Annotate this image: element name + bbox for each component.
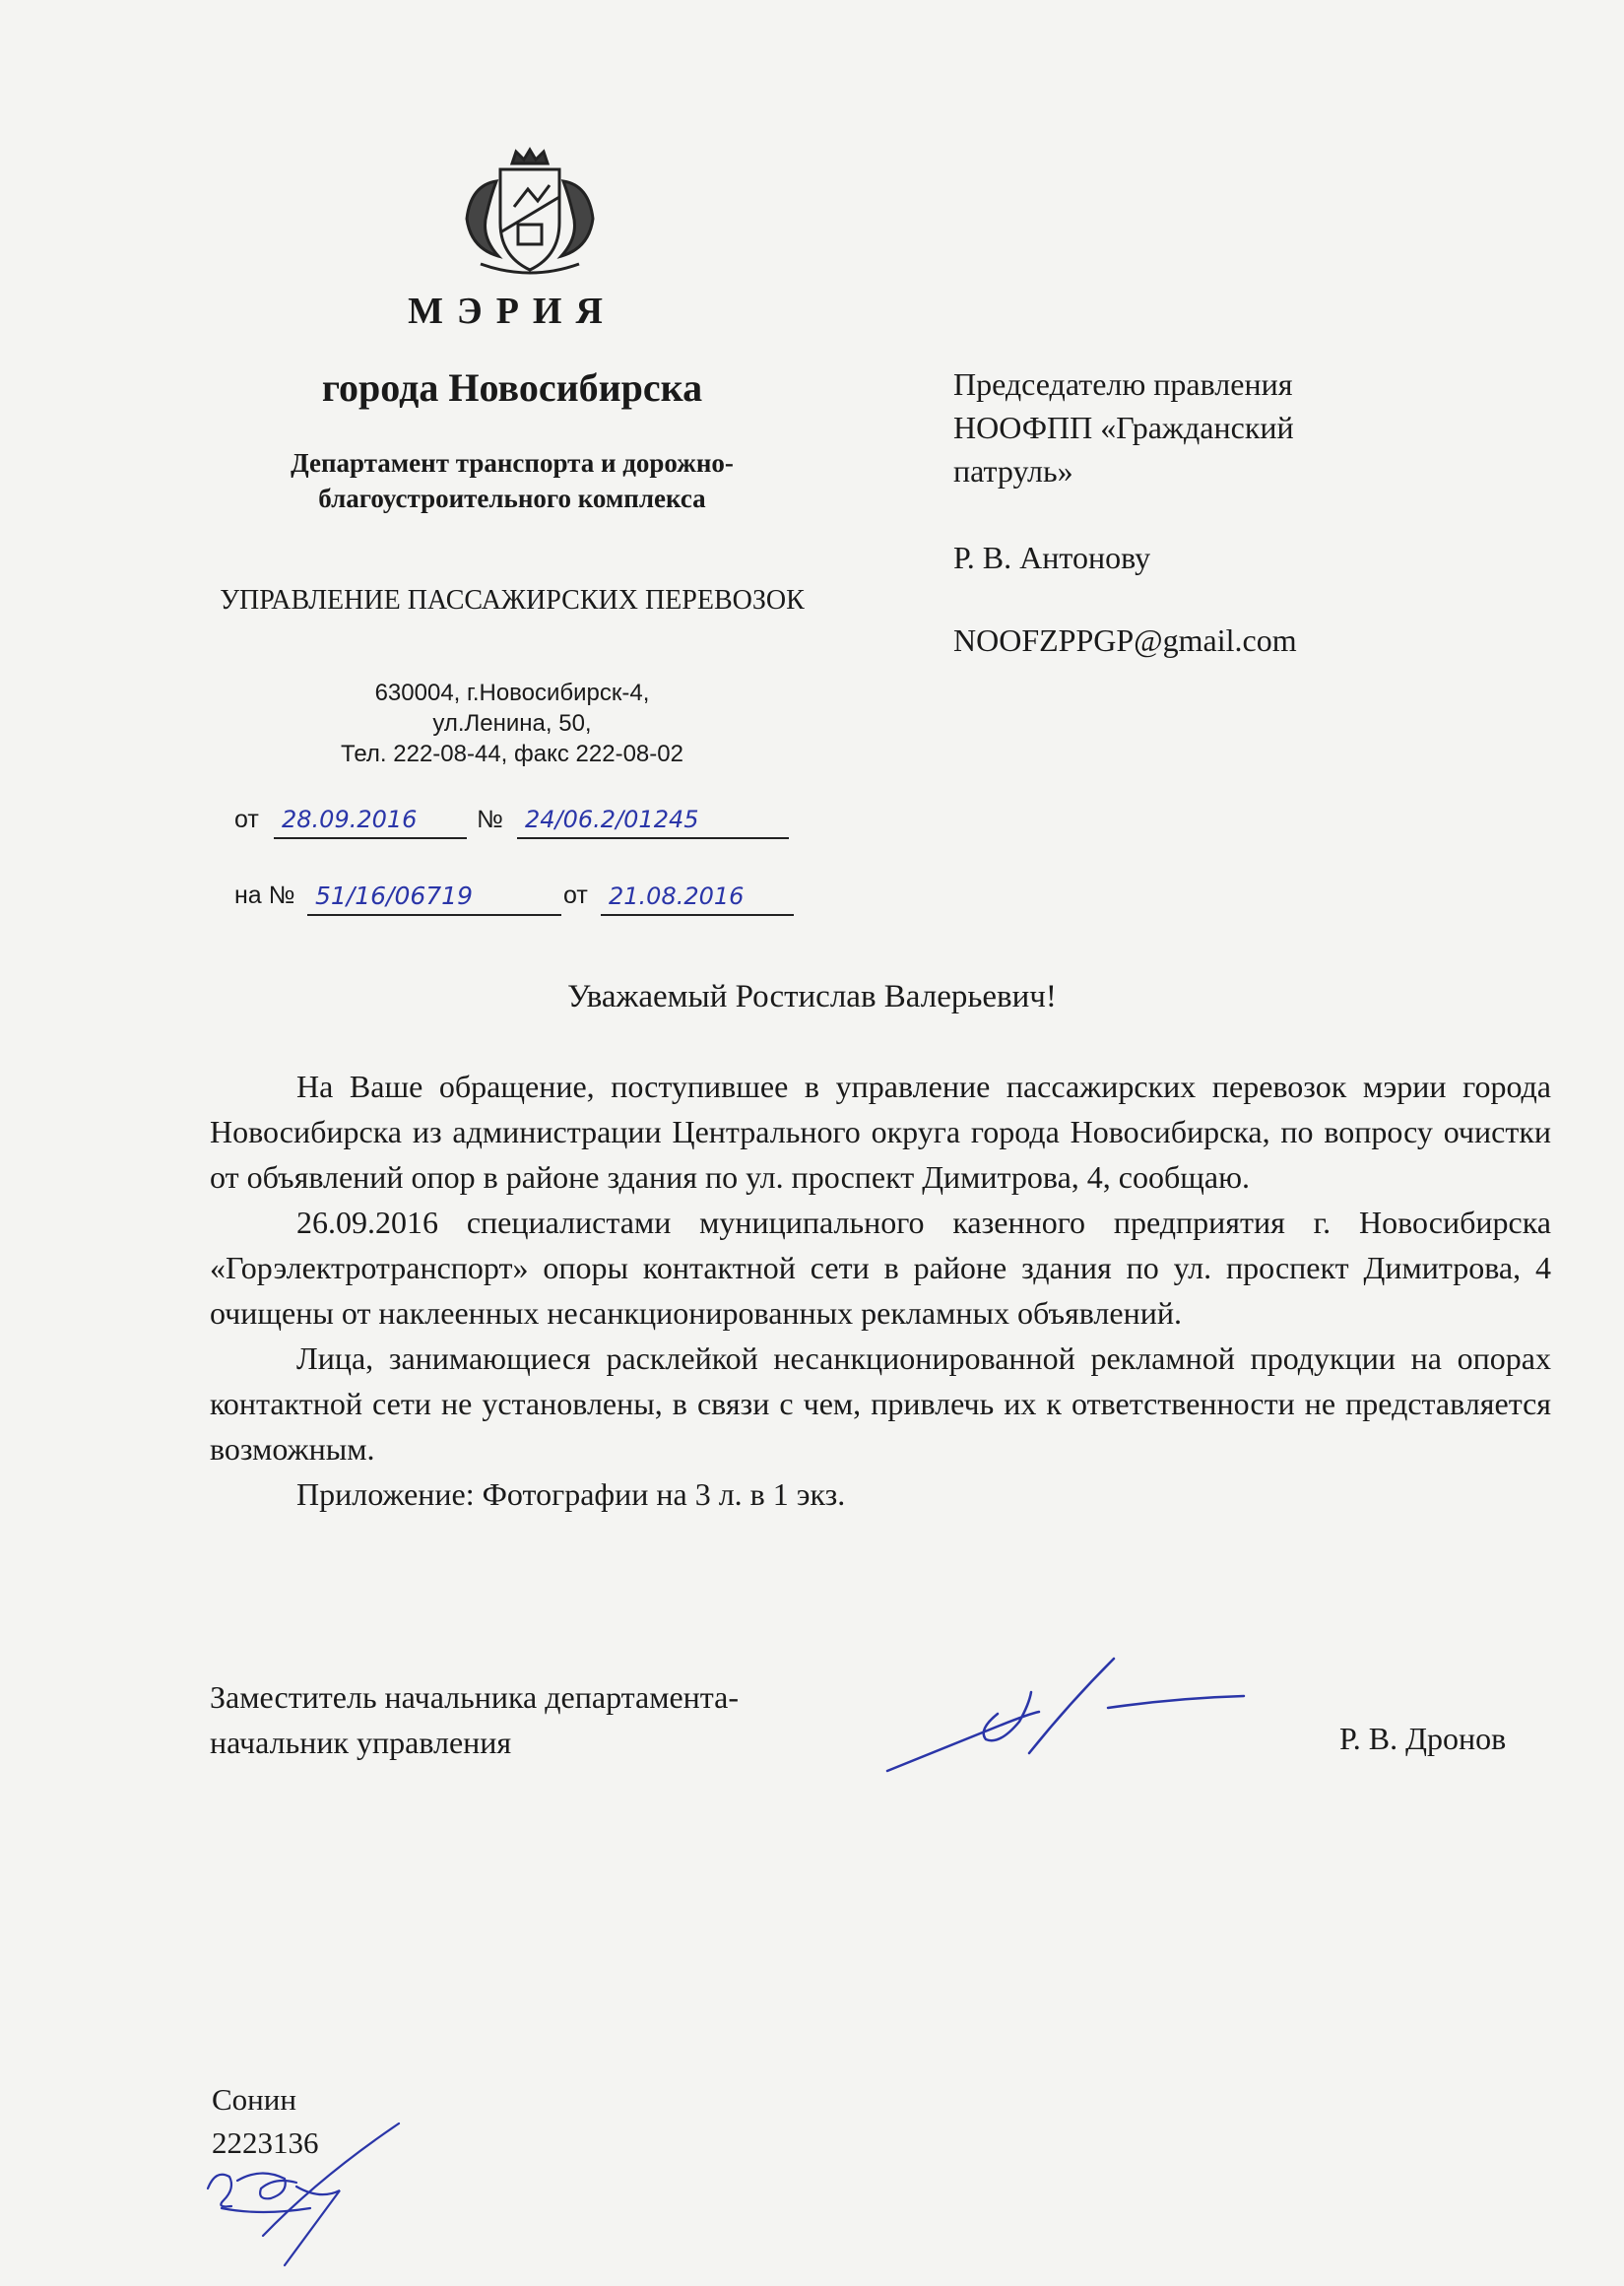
recipient-line: патруль»: [953, 453, 1073, 489]
reg-number-value: 24/06.2/01245: [525, 806, 699, 833]
phone-fax-line: Тел. 222-08-44, факс 222-08-02: [341, 741, 683, 767]
attachment-note: Приложение: Фотографии на 3 л. в 1 экз.: [296, 1476, 846, 1512]
signer-name: Р. В. Дронов: [1339, 1721, 1507, 1756]
coat-of-arms-icon: [441, 146, 618, 284]
office-address: [236, 678, 788, 769]
city-name: города Новосибирска: [321, 365, 703, 410]
address-line: ул.Ленина, 50,: [432, 710, 592, 737]
ref-date-label: от: [563, 882, 588, 909]
mayor-title: МЭРИЯ: [408, 291, 617, 332]
recipient-line: Председателю правления: [953, 366, 1293, 402]
recipient-line: НООФПП «Гражданский: [953, 410, 1294, 445]
reg-date-label: от: [234, 806, 259, 833]
body-paragraph: На Ваше обращение, поступившее в управление пассажирских перевозок мэрии города Новосибирска из администрации Центрального округа города Новосибирска, по вопросу очистки от объявлений опор в районе здания по ул. проспект Димитрова, 4, сообщаю.: [210, 1069, 1551, 1195]
salutation: Уважаемый Ростислав Валерьевич!: [567, 979, 1057, 1014]
letter-body: [210, 1064, 1551, 1517]
address-line: 630004, г.Новосибирск-4,: [374, 680, 650, 706]
recipient-name: Р. В. Антонову: [953, 540, 1151, 575]
reg-number-label: №: [477, 806, 503, 833]
body-paragraph: Лица, занимающиеся расклейкой несанкционированной рекламной продукции на опорах контактной сети не установлены, в связи с чем, привлечь их к ответственности не представляется возможным.: [210, 1340, 1551, 1467]
signer-position-line: начальник управления: [210, 1725, 512, 1760]
recipient-email: NOOFZPPGP@gmail.com: [953, 622, 1297, 658]
initials-mark: [202, 2118, 419, 2275]
executor-phone: 2223136: [212, 2125, 319, 2160]
signature-mark: [881, 1655, 1256, 1783]
signer-position: [210, 1674, 899, 1765]
ref-number-value: 51/16/06719: [315, 882, 473, 910]
reg-date-value: 28.09.2016: [282, 806, 418, 833]
office-name: УПРАВЛЕНИЕ ПАССАЖИРСКИХ ПЕРЕВОЗОК: [220, 585, 805, 616]
body-paragraph: 26.09.2016 специалистами муниципального казенного предприятия г. Новосибирска «Горэлектротранспорт» опоры контактной сети в районе здания по ул. проспект Димитрова, 4 очищены от наклеенных несанкционированных рекламных объявлений.: [210, 1205, 1551, 1331]
reg-date-field: [274, 800, 467, 839]
ref-number-field: [307, 875, 561, 916]
ref-date-field: [601, 875, 794, 916]
recipient-block: [953, 362, 1406, 662]
signer-position-line: Заместитель начальника департамента-: [210, 1679, 740, 1715]
reg-number-field: [517, 800, 789, 839]
department-name: Департамент транспорта и дорожно-благоустроительного комплекса: [291, 448, 734, 513]
ref-date-value: 21.08.2016: [609, 882, 745, 910]
executor-name: Сонин: [212, 2082, 296, 2117]
ref-number-label: на №: [234, 882, 295, 909]
